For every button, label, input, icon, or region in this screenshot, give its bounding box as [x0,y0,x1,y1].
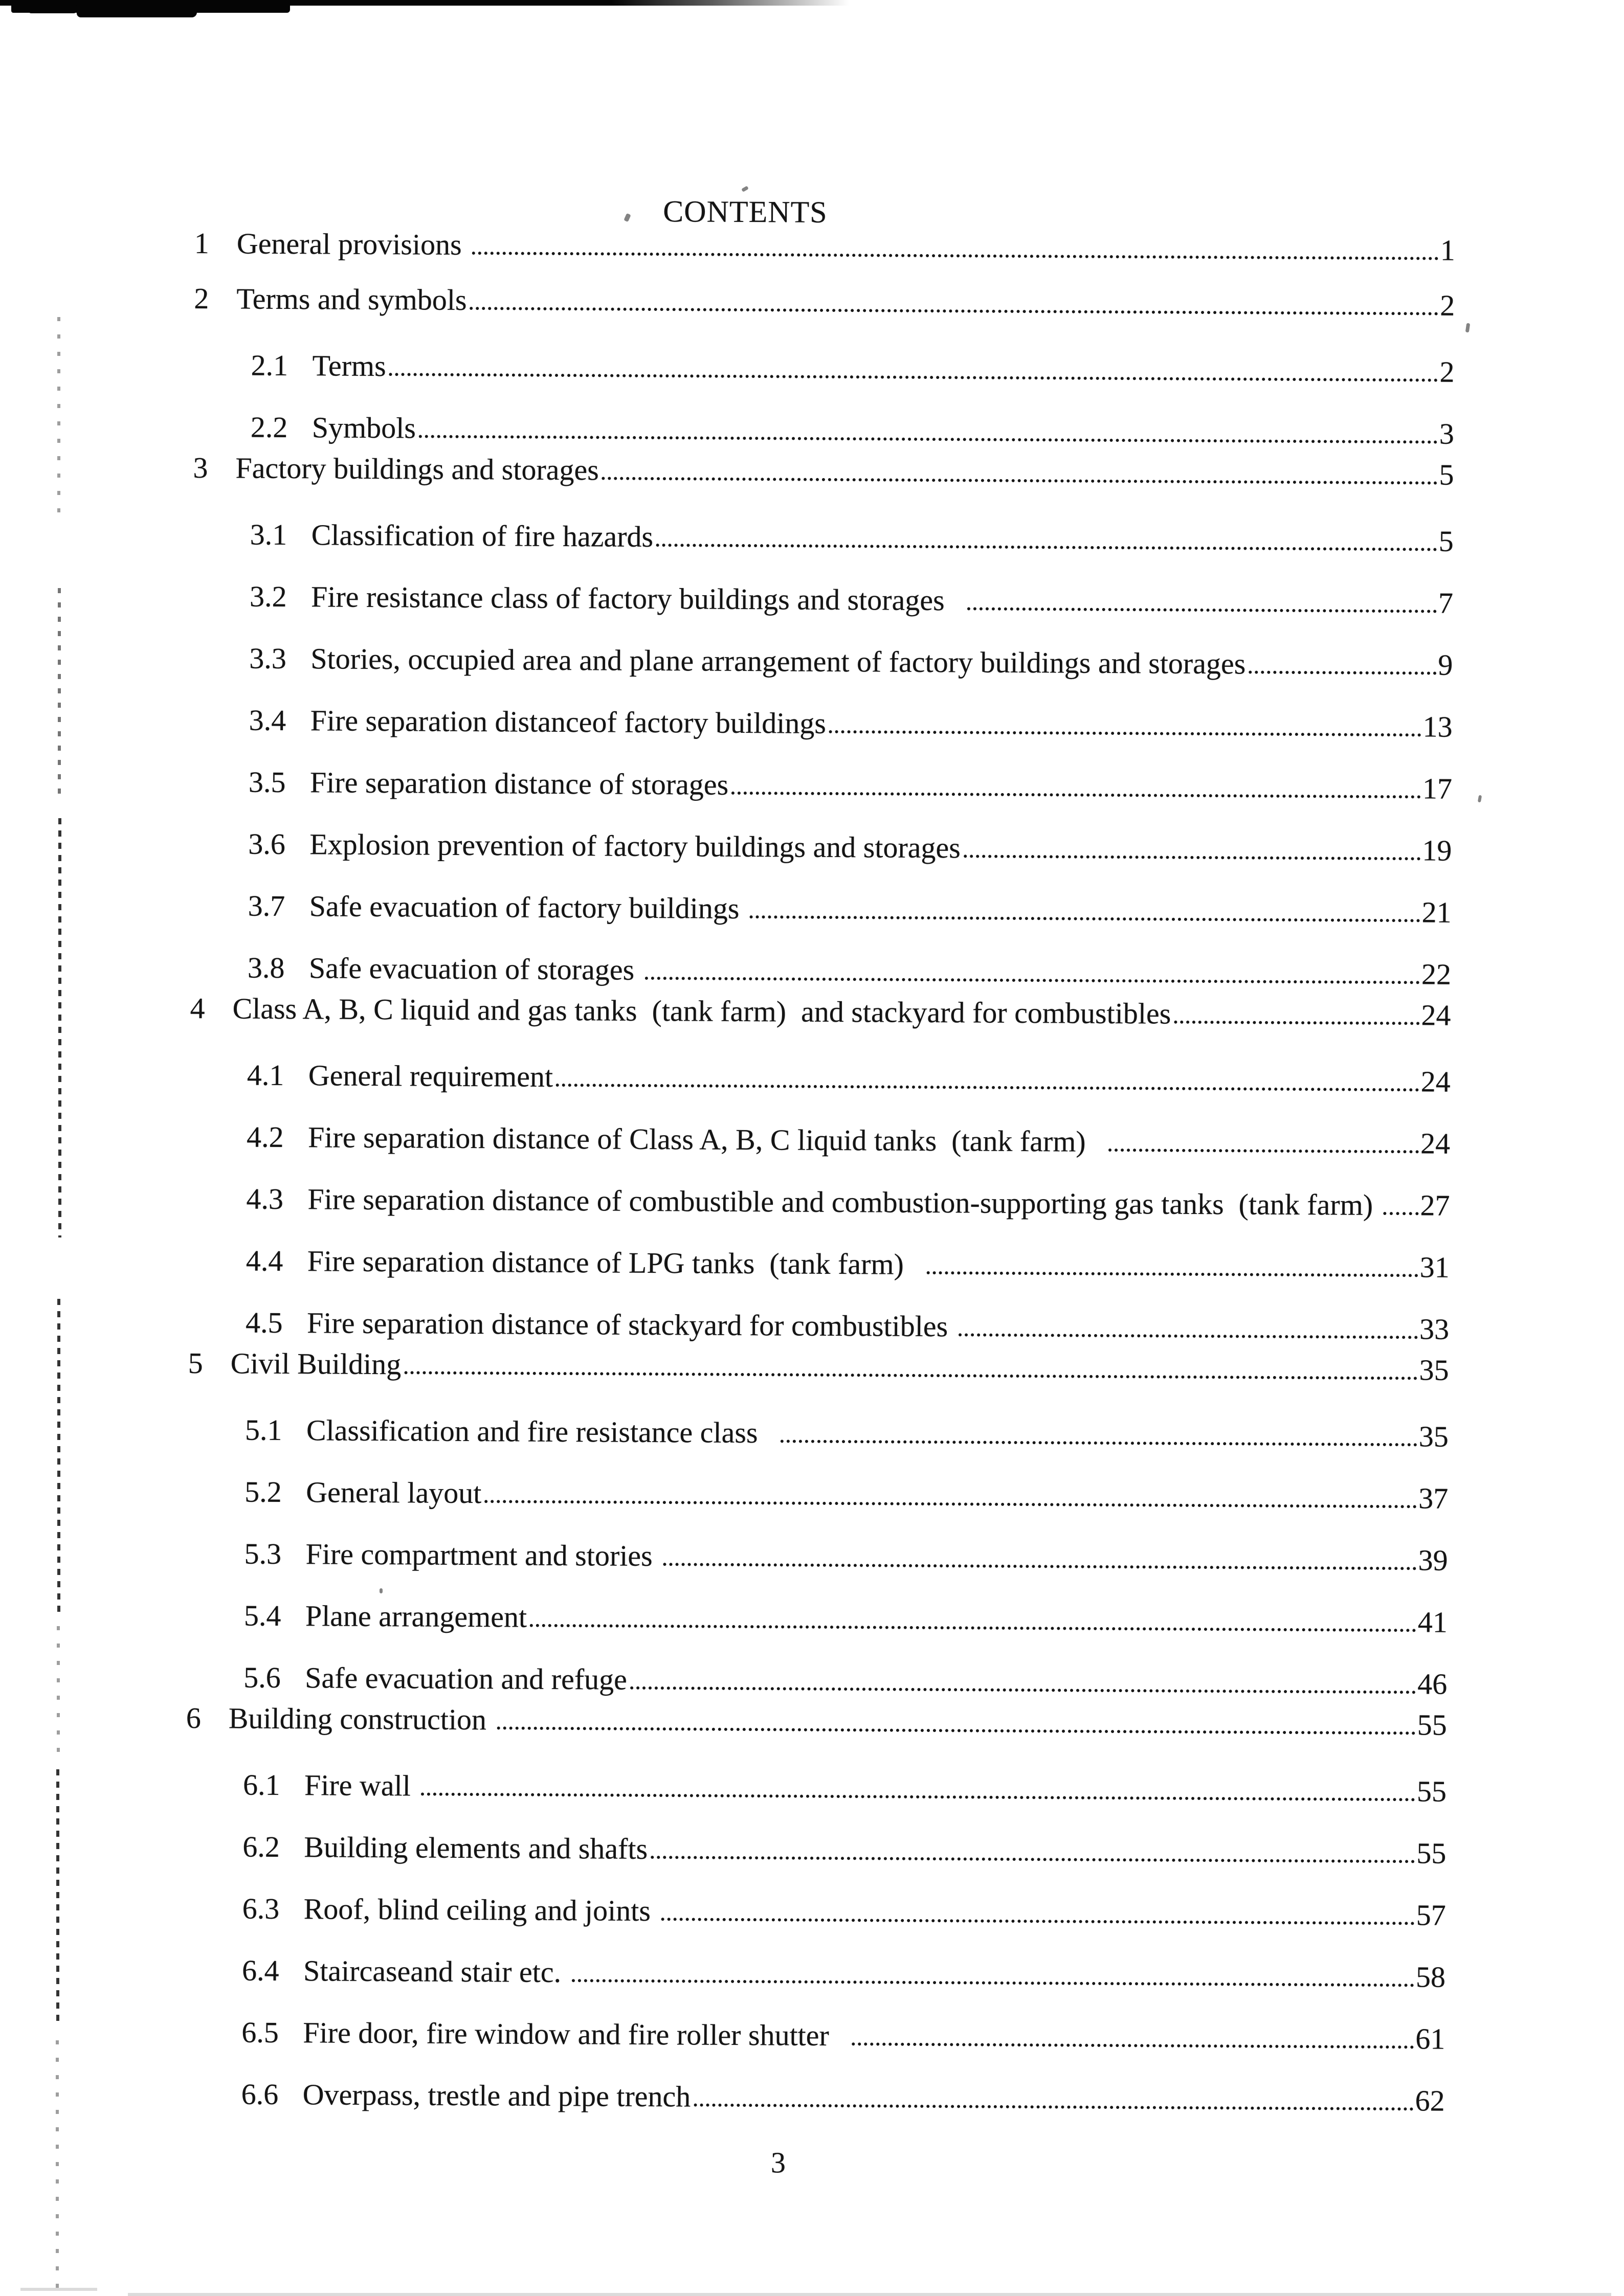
entry-title: Fire resistance class of factory buildings and storages [310,580,952,617]
dot-leader [661,1918,1414,1925]
entry-title: Fire separation distance of stackyard for combustibles [306,1306,955,1343]
toc-entry [189,1182,1450,1222]
entry-page-number: 35 [1418,1420,1449,1453]
dot-leader [964,854,1420,860]
entry-page-number: 19 [1422,834,1452,867]
entry-title: Overpass, trestle and pipe trench [302,2078,691,2113]
entry-title: Stories, occupied area and plane arrangement of factory buildings and storages [310,642,1246,681]
toc-entry-list [184,227,1456,2118]
entry-title: Plane arrangement [305,1599,527,1634]
dot-leader [472,252,1439,260]
entry-number: 1 [194,227,210,260]
scan-speck [1478,795,1482,803]
entry-title: General provisions [236,227,470,261]
dot-leader [630,1686,1416,1694]
dot-leader [959,1333,1418,1339]
toc-entry [192,642,1453,682]
toc-entry [184,2078,1445,2118]
entry-number: 6.1 [242,1768,280,1802]
entry-number: 5.3 [244,1537,282,1570]
dot-leader [656,544,1437,551]
entry-page-number: 3 [1439,417,1455,451]
entry-title: Fire separation distance of LPG tanks (tank farm) [307,1244,911,1281]
entry-title: Fire separation distance of Class A, B, C liquid tanks (tank farm) [307,1120,1094,1158]
dot-leader [421,1793,1415,1802]
entry-title: Building construction [228,1701,494,1737]
toc-entry [194,227,1455,267]
entry-title: Fire separation distance of combustible and combustion-supporting gas tanks (tank farm) [307,1182,1381,1222]
entry-title: Safe evacuation of factory buildings [309,889,747,926]
entry-page-number: 41 [1417,1605,1448,1639]
entry-title: Symbols [312,411,416,445]
entry-number: 6.6 [241,2077,279,2111]
entry-page-number: 55 [1416,1774,1447,1808]
dot-leader [781,1439,1417,1446]
entry-number: 3.3 [249,641,287,676]
toc-entry [188,1347,1449,1387]
toc-entry [188,1413,1449,1453]
entry-title: Classification of fire hazards [311,518,654,554]
dot-leader [645,977,1420,984]
entry-title: Fire compartment and stories [305,1537,660,1573]
binding-mark-column [58,818,61,1237]
dot-leader [750,915,1420,922]
entry-page-number: 24 [1420,1127,1451,1160]
dot-leader [926,1271,1418,1277]
dot-leader [1249,671,1436,675]
entry-number: 3.8 [247,951,285,985]
entry-page-number: 33 [1419,1312,1450,1346]
toc-entry [190,889,1451,929]
entry-number: 6.4 [241,1953,279,1987]
entry-number: 5 [188,1346,203,1380]
entry-number: 5.6 [243,1660,281,1694]
entry-title: Factory buildings and storages [235,451,599,487]
entry-number: 4.2 [246,1120,284,1154]
binding-mark-column [57,1299,60,1616]
entry-title: Explosion prevention of factory buildings and storages [309,827,961,865]
entry-page-number: 55 [1417,1708,1447,1742]
dot-leader [1108,1149,1419,1153]
dot-leader [829,730,1421,736]
entry-number: 3.7 [248,889,285,923]
dot-leader [651,1856,1415,1863]
scan-edge-blob [77,0,197,17]
entry-title: Classification and fire resistance class [306,1413,766,1450]
entry-title: Fire separation distance of storages [309,766,729,801]
entry-page-number: 27 [1420,1188,1450,1222]
dot-leader [571,1979,1414,1987]
scan-bottom-smear [128,2293,1611,2296]
binding-mark-column [57,1626,60,1754]
entry-page-number: 22 [1421,957,1452,991]
entry-number: 6.2 [242,1830,280,1863]
entry-page-number: 57 [1416,1898,1446,1932]
dot-leader [1174,1021,1419,1025]
entry-number: 4.1 [247,1058,284,1092]
entry-number: 3.4 [249,703,286,737]
toc-entry [189,1244,1450,1284]
toc-entry [184,2016,1445,2056]
toc-entry [189,1120,1450,1160]
toc-entry [193,452,1454,491]
toc-entry [187,1475,1448,1515]
toc-entry [187,1599,1448,1639]
entry-number: 5.4 [243,1599,281,1632]
scan-speck [1465,323,1470,333]
toc-entry [190,992,1451,1032]
entry-number: 3.5 [248,765,286,799]
entry-page-number: 55 [1416,1836,1447,1870]
dot-leader [852,2042,1414,2049]
entry-number: 4.3 [246,1182,284,1216]
entry-number: 6 [186,1701,201,1735]
footer-page-number: 3 [770,2146,786,2179]
entry-title: Civil Building [230,1346,402,1381]
entry-page-number: 5 [1439,458,1454,491]
entry-page-number: 17 [1422,772,1453,805]
toc-entry [185,1892,1446,1932]
dot-leader [419,435,1438,443]
toc-entry [193,349,1454,389]
dot-leader [530,1624,1416,1632]
entry-page-number: 35 [1419,1353,1449,1387]
entry-page-number: 37 [1418,1481,1449,1515]
dot-leader [967,607,1437,613]
entry-page-number: 61 [1415,2022,1445,2056]
toc-entry [191,766,1452,805]
dot-leader [389,373,1438,381]
entry-number: 3.1 [250,517,287,552]
entry-title: Staircaseand stair etc. [303,1954,569,1989]
toc-entry [193,411,1454,451]
entry-number: 3.6 [248,827,286,861]
entry-page-number: 1 [1440,233,1456,267]
entry-number: 4.5 [245,1305,283,1339]
entry-title: Terms and symbols [236,282,467,317]
toc-entry [186,1702,1447,1742]
binding-mark-column [56,2040,59,2296]
binding-mark-column [58,588,61,798]
toc-entry [191,827,1452,867]
entry-page-number: 2 [1439,355,1455,389]
entry-number: 2 [194,281,209,316]
entry-page-number: 7 [1438,586,1454,620]
toc-entry [192,704,1453,744]
page-title: CONTENTS [663,194,828,229]
entry-number: 2.2 [250,410,288,444]
entry-number: 3 [193,451,208,485]
dot-leader [731,792,1421,799]
scan-edge-blob-small [28,3,77,13]
dot-leader [484,1500,1417,1508]
entry-page-number: 39 [1418,1543,1448,1577]
toc-entry [194,282,1455,322]
entry-page-number: 2 [1440,288,1455,322]
entry-title: Safe evacuation and refuge [305,1661,628,1696]
entry-number: 4.4 [246,1244,283,1277]
entry-title: General requirement [308,1059,553,1093]
entry-page-number: 5 [1438,524,1454,558]
entry-title: Fire wall [304,1768,418,1803]
dot-leader [1384,1212,1419,1215]
entry-page-number: 46 [1417,1667,1448,1701]
entry-number: 4 [190,991,205,1025]
toc-entry [186,1661,1447,1701]
toc-entry [188,1306,1449,1346]
toc-entry [190,951,1451,991]
entry-title: Fire door, fire window and fire roller shutter [303,2016,837,2053]
entry-title: Building elements and shafts [304,1830,648,1865]
entry-title: Terms [312,349,386,383]
entry-number: 6.5 [241,2015,279,2049]
dot-leader [663,1563,1416,1570]
entry-title: Class A, B, C liquid and gas tanks (tank farm) and stackyard for combustibles [232,992,1171,1030]
entry-number: 2.1 [251,348,288,382]
toc-entry [187,1537,1448,1577]
toc-entry [192,580,1453,620]
entry-number: 6.3 [242,1892,280,1925]
toc-entry [186,1768,1447,1808]
dot-leader [556,1084,1419,1091]
entry-title: General layout [306,1475,482,1510]
entry-page-number: 24 [1421,998,1451,1032]
entry-number: 5.1 [244,1413,282,1447]
entry-title: Fire separation distanceof factory buildings [310,704,827,740]
entry-page-number: 13 [1422,710,1453,744]
entry-page-number: 62 [1415,2084,1445,2118]
binding-mark-column [56,1769,59,2025]
binding-mark-column [57,317,60,516]
scan-bottom-smear [20,2288,97,2291]
dot-leader [694,2104,1413,2111]
toc-page [184,0,1457,2183]
toc-entry [185,1830,1446,1870]
dot-leader [497,1726,1415,1735]
dot-leader [602,477,1438,484]
toc-entry [185,1954,1445,1994]
entry-page-number: 31 [1419,1250,1450,1284]
entry-title: Safe evacuation of storages [308,951,642,986]
entry-title: Roof, blind ceiling and joints [303,1892,658,1928]
toc-entry [190,1059,1451,1098]
entry-page-number: 24 [1420,1065,1451,1098]
entry-number: 5.2 [244,1475,282,1509]
entry-number: 3.2 [249,579,287,614]
dot-leader [404,1371,1417,1380]
toc-entry [193,518,1454,558]
entry-page-number: 9 [1438,648,1453,682]
entry-page-number: 58 [1415,1960,1446,1994]
dot-leader [470,307,1438,316]
entry-page-number: 21 [1421,895,1452,929]
